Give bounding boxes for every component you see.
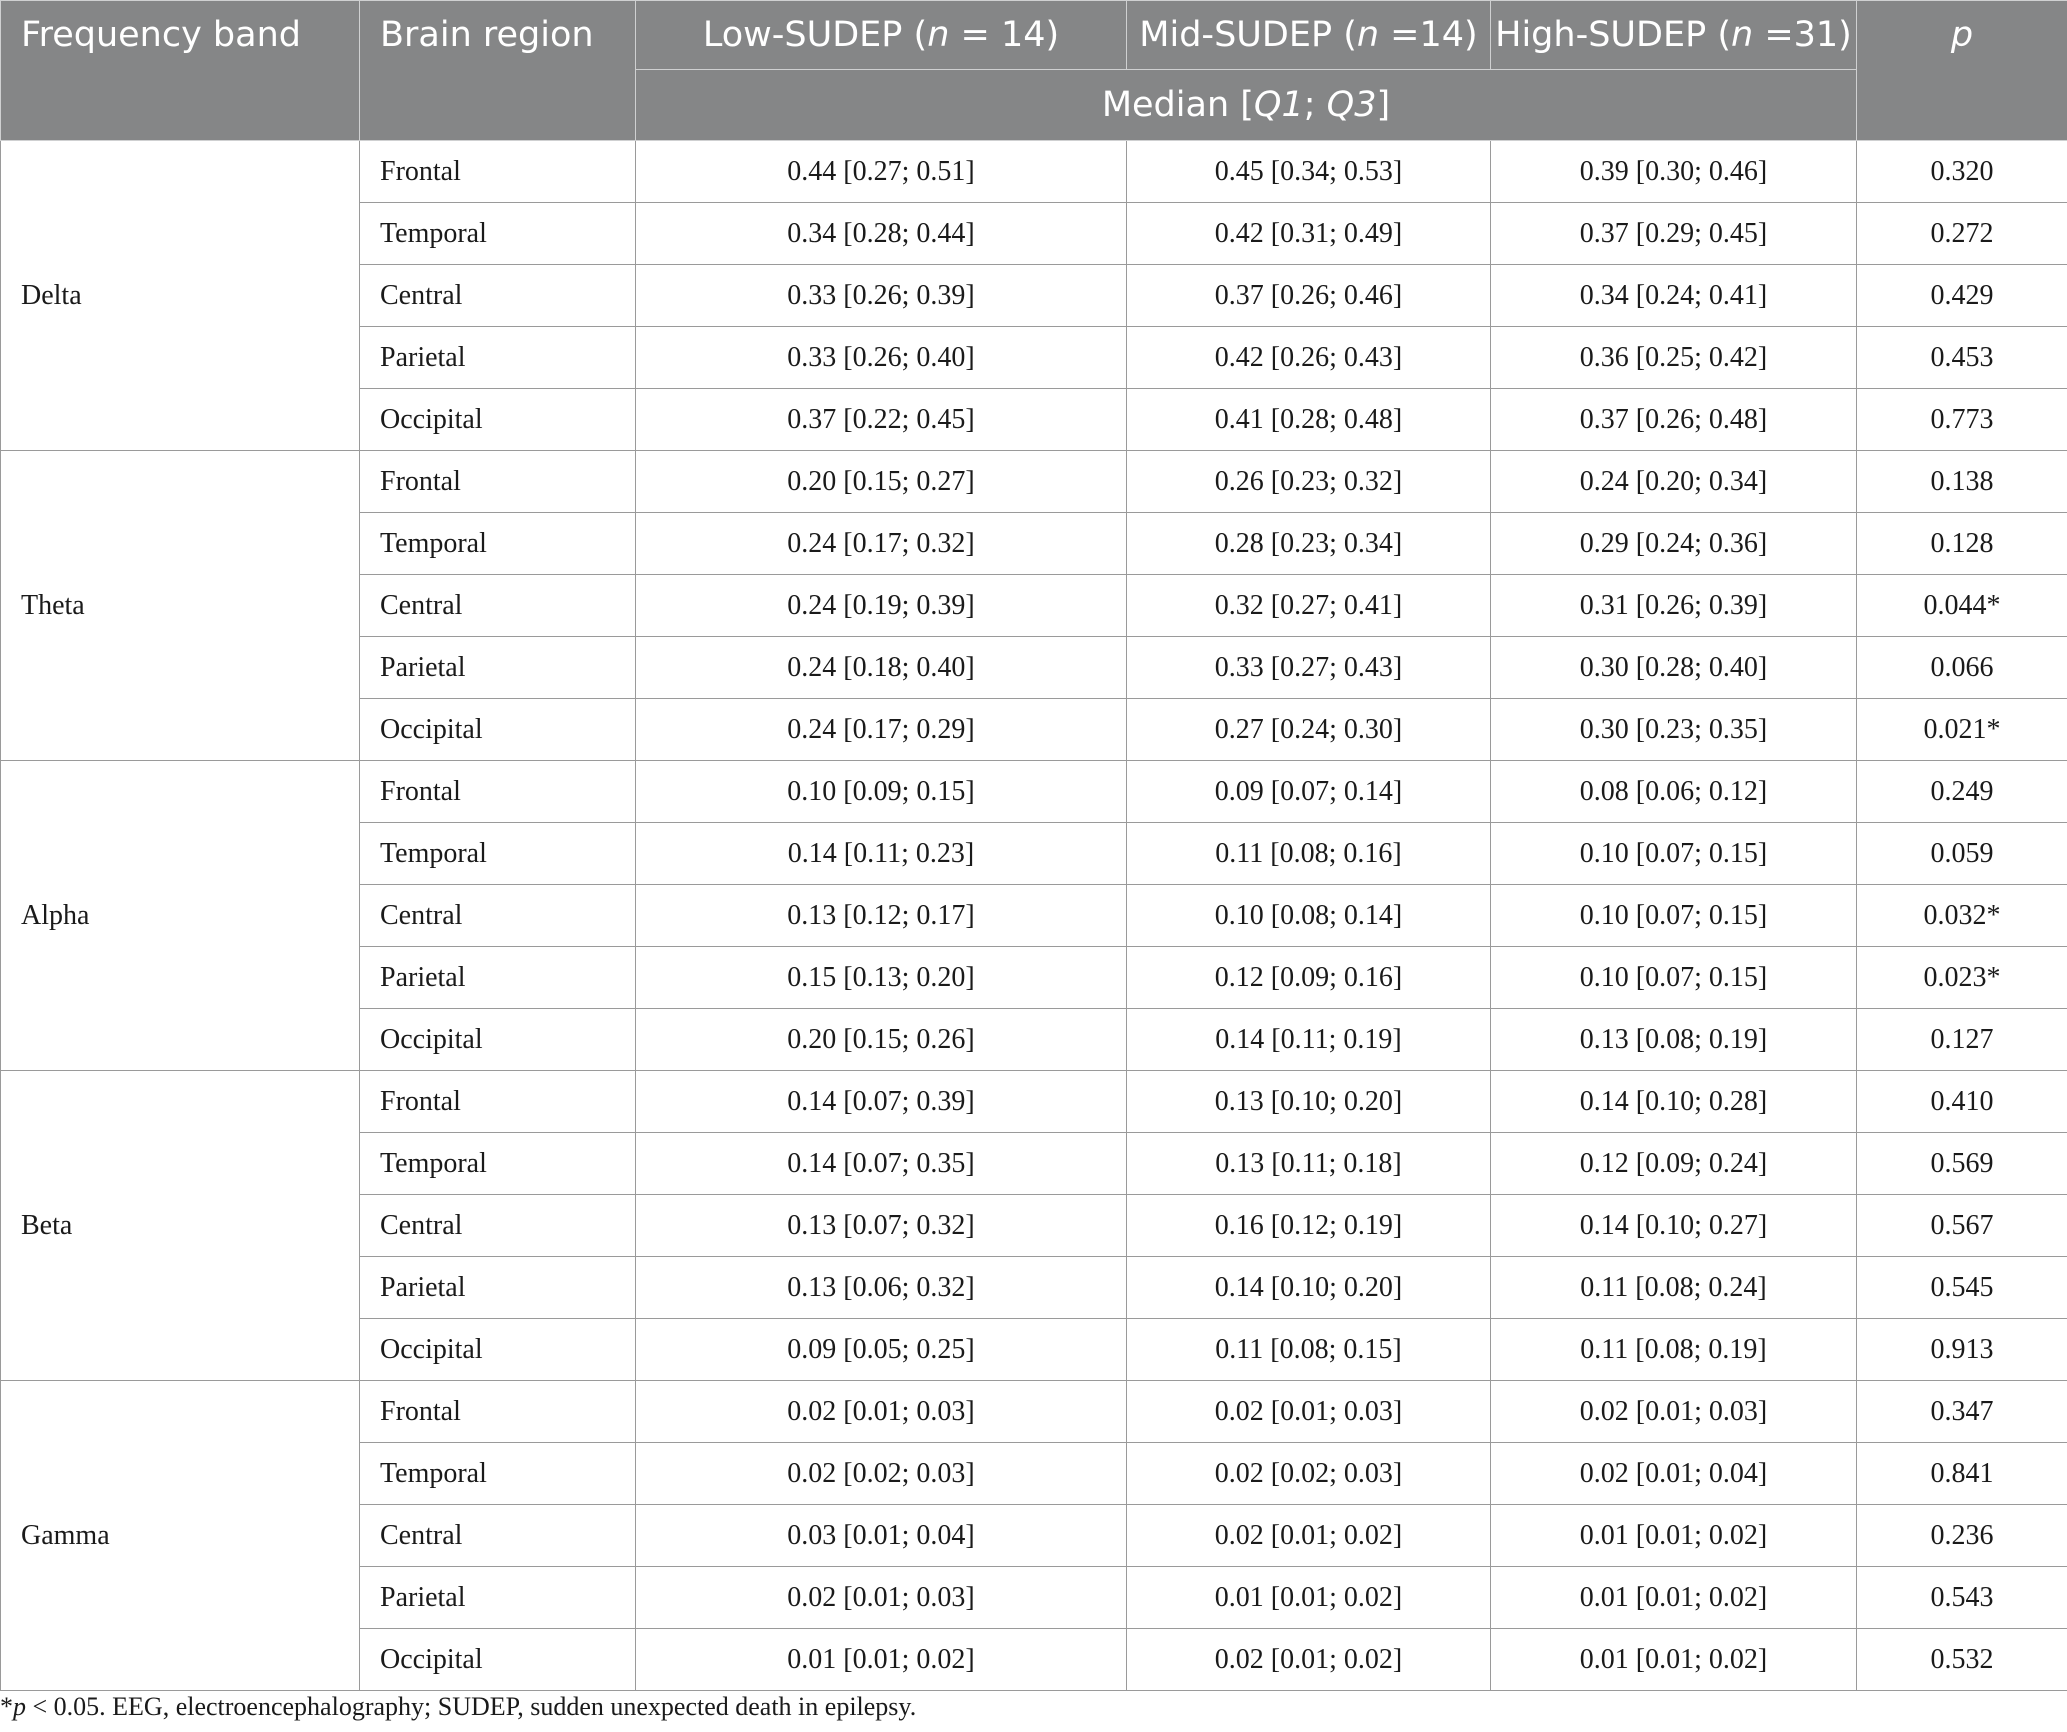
low-sudep-cell: 0.15 [0.13; 0.20] xyxy=(636,947,1127,1009)
table-footnote xyxy=(0,1692,916,1722)
high-sudep-cell: 0.11 [0.08; 0.19] xyxy=(1491,1319,1857,1381)
brain-region-cell: Central xyxy=(360,885,636,947)
high-sudep-cell: 0.13 [0.08; 0.19] xyxy=(1491,1009,1857,1071)
brain-region-cell: Temporal xyxy=(360,203,636,265)
p-value-cell: 0.567 xyxy=(1857,1195,2067,1257)
footnote-p: p xyxy=(13,1692,26,1721)
p-value-cell: 0.773 xyxy=(1857,389,2067,451)
mid-sudep-cell: 0.12 [0.09; 0.16] xyxy=(1127,947,1491,1009)
high-sudep-cell: 0.02 [0.01; 0.04] xyxy=(1491,1443,1857,1505)
mid-sudep-cell: 0.45 [0.34; 0.53] xyxy=(1127,141,1491,203)
high-sudep-cell: 0.37 [0.26; 0.48] xyxy=(1491,389,1857,451)
header-low-sudep xyxy=(636,1,1127,70)
low-sudep-cell: 0.13 [0.07; 0.32] xyxy=(636,1195,1127,1257)
header-median-prefix: Median [ xyxy=(1101,85,1254,125)
mid-sudep-cell: 0.13 [0.10; 0.20] xyxy=(1127,1071,1491,1133)
header-mid-sudep xyxy=(1127,1,1491,70)
header-low-count: = 14) xyxy=(949,15,1060,55)
header-low-n: n xyxy=(927,15,950,55)
p-value-cell: 0.127 xyxy=(1857,1009,2067,1071)
high-sudep-cell: 0.31 [0.26; 0.39] xyxy=(1491,575,1857,637)
table-row xyxy=(1,1071,2067,1133)
high-sudep-cell: 0.10 [0.07; 0.15] xyxy=(1491,823,1857,885)
low-sudep-cell: 0.33 [0.26; 0.39] xyxy=(636,265,1127,327)
mid-sudep-cell: 0.01 [0.01; 0.02] xyxy=(1127,1567,1491,1629)
mid-sudep-cell: 0.11 [0.08; 0.16] xyxy=(1127,823,1491,885)
mid-sudep-cell: 0.33 [0.27; 0.43] xyxy=(1127,637,1491,699)
mid-sudep-cell: 0.16 [0.12; 0.19] xyxy=(1127,1195,1491,1257)
brain-region-cell: Temporal xyxy=(360,1133,636,1195)
high-sudep-cell: 0.14 [0.10; 0.28] xyxy=(1491,1071,1857,1133)
brain-region-cell: Occipital xyxy=(360,699,636,761)
p-value-cell: 0.044* xyxy=(1857,575,2067,637)
low-sudep-cell: 0.37 [0.22; 0.45] xyxy=(636,389,1127,451)
high-sudep-cell: 0.37 [0.29; 0.45] xyxy=(1491,203,1857,265)
p-value-cell: 0.249 xyxy=(1857,761,2067,823)
brain-region-cell: Temporal xyxy=(360,823,636,885)
brain-region-cell: Parietal xyxy=(360,1567,636,1629)
low-sudep-cell: 0.24 [0.17; 0.29] xyxy=(636,699,1127,761)
high-sudep-cell: 0.30 [0.28; 0.40] xyxy=(1491,637,1857,699)
low-sudep-cell: 0.44 [0.27; 0.51] xyxy=(636,141,1127,203)
header-brain-region: Brain region xyxy=(360,1,636,141)
low-sudep-cell: 0.24 [0.19; 0.39] xyxy=(636,575,1127,637)
p-value-cell: 0.347 xyxy=(1857,1381,2067,1443)
low-sudep-cell: 0.01 [0.01; 0.02] xyxy=(636,1629,1127,1691)
high-sudep-cell: 0.24 [0.20; 0.34] xyxy=(1491,451,1857,513)
high-sudep-cell: 0.36 [0.25; 0.42] xyxy=(1491,327,1857,389)
low-sudep-cell: 0.20 [0.15; 0.26] xyxy=(636,1009,1127,1071)
mid-sudep-cell: 0.02 [0.01; 0.02] xyxy=(1127,1629,1491,1691)
header-mid-n: n xyxy=(1356,15,1380,55)
mid-sudep-cell: 0.10 [0.08; 0.14] xyxy=(1127,885,1491,947)
header-median-sep: ; xyxy=(1303,85,1327,125)
low-sudep-cell: 0.03 [0.01; 0.04] xyxy=(636,1505,1127,1567)
frequency-band-cell: Beta xyxy=(1,1071,360,1381)
high-sudep-cell: 0.11 [0.08; 0.24] xyxy=(1491,1257,1857,1319)
mid-sudep-cell: 0.02 [0.02; 0.03] xyxy=(1127,1443,1491,1505)
mid-sudep-cell: 0.13 [0.11; 0.18] xyxy=(1127,1133,1491,1195)
mid-sudep-cell: 0.11 [0.08; 0.15] xyxy=(1127,1319,1491,1381)
high-sudep-cell: 0.12 [0.09; 0.24] xyxy=(1491,1133,1857,1195)
table-row xyxy=(1,451,2067,513)
header-frequency-band: Frequency band xyxy=(1,1,360,141)
table-header xyxy=(1,1,2067,141)
brain-region-cell: Occipital xyxy=(360,1319,636,1381)
header-median-q1-q3 xyxy=(636,70,1857,141)
brain-region-cell: Frontal xyxy=(360,1381,636,1443)
low-sudep-cell: 0.14 [0.07; 0.39] xyxy=(636,1071,1127,1133)
header-high-label: High-SUDEP ( xyxy=(1495,15,1731,55)
p-value-cell: 0.320 xyxy=(1857,141,2067,203)
brain-region-cell: Parietal xyxy=(360,327,636,389)
brain-region-cell: Occipital xyxy=(360,1009,636,1071)
brain-region-cell: Frontal xyxy=(360,1071,636,1133)
p-value-cell: 0.532 xyxy=(1857,1629,2067,1691)
brain-region-cell: Central xyxy=(360,575,636,637)
mid-sudep-cell: 0.37 [0.26; 0.46] xyxy=(1127,265,1491,327)
high-sudep-cell: 0.10 [0.07; 0.15] xyxy=(1491,947,1857,1009)
brain-region-cell: Frontal xyxy=(360,451,636,513)
p-value-cell: 0.453 xyxy=(1857,327,2067,389)
header-high-sudep xyxy=(1491,1,1857,70)
header-p-value xyxy=(1857,1,2067,141)
frequency-band-cell: Gamma xyxy=(1,1381,360,1691)
mid-sudep-cell: 0.26 [0.23; 0.32] xyxy=(1127,451,1491,513)
footnote-star: * xyxy=(0,1692,13,1721)
frequency-band-cell: Delta xyxy=(1,141,360,451)
brain-region-cell: Occipital xyxy=(360,389,636,451)
p-value-cell: 0.236 xyxy=(1857,1505,2067,1567)
p-value-cell: 0.066 xyxy=(1857,637,2067,699)
brain-region-cell: Occipital xyxy=(360,1629,636,1691)
header-mid-label: Mid-SUDEP ( xyxy=(1139,15,1357,55)
mid-sudep-cell: 0.42 [0.26; 0.43] xyxy=(1127,327,1491,389)
low-sudep-cell: 0.02 [0.02; 0.03] xyxy=(636,1443,1127,1505)
frequency-band-cell: Alpha xyxy=(1,761,360,1071)
high-sudep-cell: 0.14 [0.10; 0.27] xyxy=(1491,1195,1857,1257)
high-sudep-cell: 0.01 [0.01; 0.02] xyxy=(1491,1629,1857,1691)
low-sudep-cell: 0.20 [0.15; 0.27] xyxy=(636,451,1127,513)
brain-region-cell: Frontal xyxy=(360,141,636,203)
table-row xyxy=(1,1381,2067,1443)
brain-region-cell: Frontal xyxy=(360,761,636,823)
low-sudep-cell: 0.24 [0.18; 0.40] xyxy=(636,637,1127,699)
brain-region-cell: Central xyxy=(360,1195,636,1257)
p-value-cell: 0.138 xyxy=(1857,451,2067,513)
low-sudep-cell: 0.09 [0.05; 0.25] xyxy=(636,1319,1127,1381)
low-sudep-cell: 0.24 [0.17; 0.32] xyxy=(636,513,1127,575)
p-value-cell: 0.410 xyxy=(1857,1071,2067,1133)
table-row xyxy=(1,141,2067,203)
p-value-cell: 0.569 xyxy=(1857,1133,2067,1195)
frequency-band-cell: Theta xyxy=(1,451,360,761)
high-sudep-cell: 0.10 [0.07; 0.15] xyxy=(1491,885,1857,947)
low-sudep-cell: 0.34 [0.28; 0.44] xyxy=(636,203,1127,265)
low-sudep-cell: 0.13 [0.06; 0.32] xyxy=(636,1257,1127,1319)
header-q1: Q1 xyxy=(1253,85,1304,125)
brain-region-cell: Parietal xyxy=(360,947,636,1009)
brain-region-cell: Parietal xyxy=(360,637,636,699)
mid-sudep-cell: 0.14 [0.11; 0.19] xyxy=(1127,1009,1491,1071)
mid-sudep-cell: 0.41 [0.28; 0.48] xyxy=(1127,389,1491,451)
p-value-cell: 0.128 xyxy=(1857,513,2067,575)
p-value-cell: 0.021* xyxy=(1857,699,2067,761)
brain-region-cell: Temporal xyxy=(360,1443,636,1505)
high-sudep-cell: 0.01 [0.01; 0.02] xyxy=(1491,1505,1857,1567)
header-p-label: p xyxy=(1950,15,1974,55)
header-high-count: =31) xyxy=(1753,15,1852,55)
mid-sudep-cell: 0.27 [0.24; 0.30] xyxy=(1127,699,1491,761)
header-low-label: Low-SUDEP ( xyxy=(702,15,928,55)
high-sudep-cell: 0.01 [0.01; 0.02] xyxy=(1491,1567,1857,1629)
p-value-cell: 0.429 xyxy=(1857,265,2067,327)
low-sudep-cell: 0.02 [0.01; 0.03] xyxy=(636,1567,1127,1629)
low-sudep-cell: 0.14 [0.11; 0.23] xyxy=(636,823,1127,885)
header-mid-count: =14) xyxy=(1379,15,1478,55)
brain-region-cell: Parietal xyxy=(360,1257,636,1319)
p-value-cell: 0.913 xyxy=(1857,1319,2067,1381)
header-high-n: n xyxy=(1731,15,1754,55)
high-sudep-cell: 0.02 [0.01; 0.03] xyxy=(1491,1381,1857,1443)
mid-sudep-cell: 0.02 [0.01; 0.02] xyxy=(1127,1505,1491,1567)
low-sudep-cell: 0.14 [0.07; 0.35] xyxy=(636,1133,1127,1195)
low-sudep-cell: 0.02 [0.01; 0.03] xyxy=(636,1381,1127,1443)
low-sudep-cell: 0.13 [0.12; 0.17] xyxy=(636,885,1127,947)
p-value-cell: 0.545 xyxy=(1857,1257,2067,1319)
header-median-suffix: ] xyxy=(1376,85,1391,125)
high-sudep-cell: 0.30 [0.23; 0.35] xyxy=(1491,699,1857,761)
high-sudep-cell: 0.34 [0.24; 0.41] xyxy=(1491,265,1857,327)
mid-sudep-cell: 0.09 [0.07; 0.14] xyxy=(1127,761,1491,823)
p-value-cell: 0.059 xyxy=(1857,823,2067,885)
high-sudep-cell: 0.39 [0.30; 0.46] xyxy=(1491,141,1857,203)
brain-region-cell: Temporal xyxy=(360,513,636,575)
p-value-cell: 0.543 xyxy=(1857,1567,2067,1629)
low-sudep-cell: 0.33 [0.26; 0.40] xyxy=(636,327,1127,389)
brain-region-cell: Central xyxy=(360,1505,636,1567)
header-q3: Q3 xyxy=(1326,85,1377,125)
table-body xyxy=(1,141,2067,1691)
high-sudep-cell: 0.29 [0.24; 0.36] xyxy=(1491,513,1857,575)
high-sudep-cell: 0.08 [0.06; 0.12] xyxy=(1491,761,1857,823)
mid-sudep-cell: 0.28 [0.23; 0.34] xyxy=(1127,513,1491,575)
p-value-cell: 0.841 xyxy=(1857,1443,2067,1505)
p-value-cell: 0.023* xyxy=(1857,947,2067,1009)
footnote-text: < 0.05. EEG, electroencephalography; SUDEP, sudden unexpected death in epilepsy. xyxy=(26,1692,917,1721)
mid-sudep-cell: 0.42 [0.31; 0.49] xyxy=(1127,203,1491,265)
low-sudep-cell: 0.10 [0.09; 0.15] xyxy=(636,761,1127,823)
mid-sudep-cell: 0.02 [0.01; 0.03] xyxy=(1127,1381,1491,1443)
mid-sudep-cell: 0.14 [0.10; 0.20] xyxy=(1127,1257,1491,1319)
brain-region-cell: Central xyxy=(360,265,636,327)
p-value-cell: 0.272 xyxy=(1857,203,2067,265)
table-row xyxy=(1,761,2067,823)
mid-sudep-cell: 0.32 [0.27; 0.41] xyxy=(1127,575,1491,637)
p-value-cell: 0.032* xyxy=(1857,885,2067,947)
